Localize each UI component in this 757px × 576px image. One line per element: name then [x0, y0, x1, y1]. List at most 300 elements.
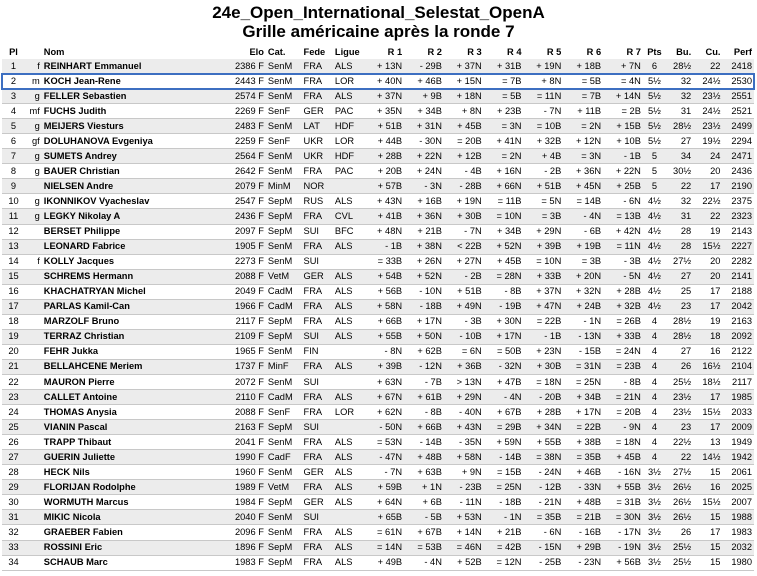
- cell-federation: GER: [303, 466, 324, 477]
- cell-performance: 2092: [731, 331, 752, 342]
- cell-round-4: + 21B: [496, 526, 522, 537]
- cell-round-5: - 15N: [538, 542, 562, 553]
- cell-round-6: + 20N: [576, 271, 602, 282]
- cell-round-7: + 56B: [616, 557, 641, 568]
- cell-federation: FRA: [303, 60, 323, 71]
- cell-round-3: + 52B: [457, 557, 482, 568]
- cell-round-1: + 20B: [377, 165, 403, 176]
- cell-points: 5½: [647, 75, 661, 86]
- cell-performance: 1985: [731, 391, 752, 402]
- cell-cumulative: 20: [710, 256, 721, 267]
- table-row: [2, 314, 754, 329]
- cell-name: FELLER Sebastien: [43, 90, 127, 101]
- cell-round-3: - 2B: [464, 271, 482, 282]
- cell-place: 11: [8, 210, 19, 221]
- cell-buchholz: 32: [680, 75, 692, 86]
- cell-round-4: + 67B: [496, 406, 522, 417]
- cell-performance: 2032: [731, 542, 752, 553]
- cell-buchholz: 27: [680, 135, 692, 146]
- cell-elo: 2547 F: [234, 195, 264, 206]
- cell-performance: 2190: [731, 180, 752, 191]
- cell-cumulative: 20: [710, 271, 721, 282]
- header-performance: Perf: [733, 47, 752, 57]
- cell-round-1: = 14N: [377, 542, 403, 553]
- page-subtitle: Grille américaine après la ronde 7: [242, 22, 515, 41]
- cell-buchholz: 22: [680, 451, 692, 462]
- cell-elo: 2269 F: [234, 105, 264, 116]
- cell-name: BERSET Philippe: [43, 226, 121, 237]
- header-round-5: R 5: [546, 47, 562, 57]
- cell-points: 3½: [647, 511, 661, 522]
- cell-round-2: - 18B: [419, 301, 442, 312]
- cell-round-6: + 29B: [576, 542, 602, 553]
- cell-title: [25, 269, 42, 284]
- cell-round-2: + 63B: [417, 466, 442, 477]
- cell-round-5: = 38N: [536, 451, 562, 462]
- table-row: [2, 299, 754, 314]
- cell-round-2: - 30N: [419, 135, 442, 146]
- cell-buchholz: 26½: [673, 511, 692, 522]
- cell-buchholz: 28½: [673, 331, 692, 342]
- header-round-1: R 1: [387, 47, 403, 57]
- cell-round-4: - 8B: [504, 286, 522, 297]
- cell-round-6: + 45N: [576, 180, 602, 191]
- cell-buchholz: 34: [680, 150, 692, 161]
- cell-category: SenM: [267, 120, 293, 131]
- table-row: [2, 390, 754, 405]
- table-row: [2, 450, 754, 465]
- cell-buchholz: 27: [680, 271, 692, 282]
- cell-name: MIKIC Nicola: [43, 511, 101, 522]
- cell-performance: 1942: [731, 451, 752, 462]
- cell-elo: 2049 F: [234, 286, 264, 297]
- cell-name: FLORIJAN Rodolphe: [43, 481, 136, 492]
- cell-round-2: - 10N: [419, 286, 442, 297]
- cell-round-3: + 30B: [457, 210, 482, 221]
- cell-points: 6: [651, 60, 657, 71]
- cell-round-6: + 48B: [576, 496, 602, 507]
- cell-place: 33: [8, 542, 19, 553]
- cell-elo: 1990 F: [234, 451, 264, 462]
- cell-round-4: + 23B: [496, 105, 522, 116]
- cell-buchholz: 28½: [673, 120, 692, 131]
- cell-round-4: + 59N: [496, 436, 522, 447]
- cell-cumulative: 17: [710, 391, 721, 402]
- cell-round-7: = 11N: [616, 241, 641, 252]
- cell-elo: 2259 F: [234, 135, 264, 146]
- cell-title: [25, 314, 42, 329]
- cell-performance: 2227: [731, 241, 752, 252]
- cell-category: CadM: [267, 286, 293, 297]
- cell-round-5: = 3B: [541, 210, 562, 221]
- header-round-6: R 6: [586, 47, 602, 57]
- cell-category: SenF: [267, 135, 291, 146]
- cell-round-1: = 61N: [377, 526, 403, 537]
- cell-elo: 1965 F: [234, 346, 264, 357]
- cell-elo: 2273 F: [234, 256, 264, 267]
- cell-cumulative: 19: [710, 226, 721, 237]
- cell-round-7: + 28B: [616, 286, 641, 297]
- cell-performance: 2025: [731, 481, 752, 492]
- cell-round-2: - 5B: [424, 511, 442, 522]
- cell-round-4: = 28N: [496, 271, 522, 282]
- cell-league: ALS: [334, 481, 353, 492]
- cell-round-7: - 17N: [618, 526, 641, 537]
- cell-points: 4: [651, 421, 657, 432]
- cell-points: 3½: [647, 526, 661, 537]
- cell-title: [25, 450, 42, 465]
- cell-round-5: + 33B: [536, 271, 562, 282]
- cell-federation: FRA: [303, 241, 323, 252]
- cell-league: [333, 510, 364, 525]
- cell-category: SepM: [267, 226, 293, 237]
- cell-name: BELLAHCENE Meriem: [43, 361, 143, 372]
- cell-round-1: - 47N: [379, 451, 403, 462]
- cell-league: ALS: [334, 391, 353, 402]
- cell-performance: 2294: [731, 135, 752, 146]
- cell-round-3: = 6N: [461, 346, 482, 357]
- cell-points: 4: [651, 376, 657, 387]
- cell-round-4: + 45B: [496, 256, 522, 267]
- cell-round-2: + 17N: [416, 316, 442, 327]
- cell-round-7: + 7N: [621, 60, 641, 71]
- cell-performance: 2117: [732, 376, 752, 387]
- cell-round-7: = 2B: [621, 105, 641, 116]
- cell-round-6: + 32N: [576, 286, 602, 297]
- cell-round-1: = 53N: [377, 436, 403, 447]
- cell-round-4: = 10N: [496, 210, 522, 221]
- cell-round-6: = 5B: [581, 75, 602, 86]
- cell-round-3: - 40N: [458, 406, 482, 417]
- page-title: 24e_Open_International_Selestat_OpenA: [212, 3, 545, 22]
- cell-round-3: = 46N: [456, 542, 482, 553]
- cell-round-2: + 67B: [417, 526, 442, 537]
- cell-performance: 2163: [731, 316, 752, 327]
- cell-league: ALS: [334, 195, 353, 206]
- cell-place: 4: [10, 105, 17, 116]
- cell-round-6: + 36N: [576, 165, 602, 176]
- cell-round-7: - 1B: [623, 150, 641, 161]
- cell-round-6: + 18B: [576, 60, 602, 71]
- cell-performance: 2375: [731, 195, 752, 206]
- cell-round-6: = 31N: [576, 361, 602, 372]
- cell-round-2: - 14B: [419, 436, 442, 447]
- table-row: [2, 224, 754, 239]
- cell-category: SepM: [267, 195, 293, 206]
- cell-buchholz: 28½: [673, 60, 692, 71]
- cell-league: PAC: [334, 105, 354, 116]
- cell-elo: 2574 F: [234, 90, 264, 101]
- cell-title: [25, 224, 42, 239]
- table-row: [2, 179, 754, 194]
- cell-federation: FIN: [303, 346, 319, 357]
- cell-name: IKONNIKOV Vyacheslav: [43, 195, 150, 206]
- cell-round-4: + 16N: [496, 165, 522, 176]
- cell-category: SepM: [267, 210, 293, 221]
- cell-place: 25: [8, 421, 19, 432]
- cell-cumulative: 24½: [702, 75, 721, 86]
- cell-performance: 2141: [731, 271, 752, 282]
- cell-round-5: = 10N: [536, 256, 562, 267]
- cell-round-7: - 8B: [623, 376, 641, 387]
- cell-performance: 2122: [731, 346, 752, 357]
- cell-elo: 2079 F: [234, 180, 264, 191]
- cell-league: ALS: [334, 271, 353, 282]
- table-header-row: [2, 45, 754, 59]
- cell-name: FEHR Jukka: [43, 346, 99, 357]
- cell-cumulative: 14½: [702, 451, 721, 462]
- cell-points: 4: [651, 406, 657, 417]
- cell-round-6: - 13N: [578, 331, 602, 342]
- cell-category: SenM: [267, 241, 293, 252]
- cell-cumulative: 15½: [702, 496, 721, 507]
- table-row: [2, 104, 754, 119]
- cell-round-6: + 24B: [576, 301, 602, 312]
- cell-round-7: = 4N: [621, 75, 641, 86]
- cell-round-3: - 7N: [464, 226, 482, 237]
- cell-title: mf: [29, 105, 40, 116]
- cell-league: ALS: [334, 451, 353, 462]
- cell-elo: 2642 F: [234, 165, 264, 176]
- cell-buchholz: 31: [680, 105, 692, 116]
- cell-elo: 2110 F: [235, 391, 264, 402]
- cell-round-4: - 14B: [499, 451, 522, 462]
- cell-category: SepM: [267, 542, 293, 553]
- cell-round-5: + 23N: [536, 346, 562, 357]
- cell-points: 3½: [647, 496, 661, 507]
- cell-round-3: + 18N: [456, 90, 482, 101]
- cell-round-6: - 33N: [578, 481, 602, 492]
- cell-round-4: + 31B: [496, 60, 522, 71]
- cell-name: TERRAZ Christian: [43, 331, 125, 342]
- table-row: [2, 74, 754, 89]
- cell-league: PAC: [334, 165, 354, 176]
- cell-buchholz: 31: [680, 210, 692, 221]
- cell-round-2: - 3N: [424, 180, 442, 191]
- cell-cumulative: 16: [710, 481, 721, 492]
- cell-round-2: + 34B: [417, 105, 442, 116]
- cell-round-2: + 1N: [422, 481, 442, 492]
- cell-league: ALS: [334, 496, 353, 507]
- cell-elo: 2163 F: [234, 421, 264, 432]
- cell-points: 4½: [647, 195, 661, 206]
- cell-category: SenF: [267, 406, 291, 417]
- cell-round-1: = 33B: [377, 256, 403, 267]
- cell-buchholz: 27: [680, 346, 692, 357]
- cell-round-4: - 4N: [503, 391, 522, 402]
- cell-elo: 1737 F: [234, 361, 264, 372]
- cell-round-6: + 17N: [576, 406, 602, 417]
- cell-round-1: + 13N: [377, 60, 403, 71]
- cell-buchholz: 22: [680, 180, 692, 191]
- cell-performance: 2007: [731, 496, 752, 507]
- cell-points: 4½: [647, 286, 661, 297]
- cell-round-7: = 31B: [616, 496, 641, 507]
- table-row: [2, 465, 754, 480]
- cell-round-2: - 4N: [424, 557, 442, 568]
- cell-performance: 2143: [731, 226, 752, 237]
- cell-federation: FRA: [303, 436, 323, 447]
- cell-title: [25, 540, 42, 555]
- cell-federation: LAT: [303, 120, 320, 131]
- cell-round-6: - 6B: [584, 226, 602, 237]
- cell-elo: 1905 F: [234, 241, 264, 252]
- header-round-2: R 2: [427, 47, 442, 57]
- cell-buchholz: 26½: [673, 481, 692, 492]
- cell-round-3: + 27N: [456, 256, 482, 267]
- cell-federation: FRA: [303, 481, 323, 492]
- cell-federation: FRA: [303, 406, 323, 417]
- header-league: Ligue: [334, 47, 360, 57]
- table-row: [2, 59, 754, 74]
- cell-round-4: - 1N: [503, 511, 522, 522]
- cell-round-2: = 53B: [417, 542, 442, 553]
- cell-title: [25, 405, 42, 420]
- cell-federation: SUI: [303, 226, 320, 237]
- cell-federation: SUI: [303, 376, 320, 387]
- cell-performance: 1949: [731, 436, 752, 447]
- cell-round-5: + 8N: [541, 75, 562, 86]
- cell-category: CadM: [267, 301, 293, 312]
- cell-place: 13: [8, 241, 19, 252]
- cell-points: 4: [651, 361, 657, 372]
- cell-title: [25, 510, 42, 525]
- cell-round-5: - 21N: [538, 496, 562, 507]
- cell-round-3: + 14N: [456, 526, 482, 537]
- cell-round-5: + 37N: [536, 286, 562, 297]
- cell-round-6: = 3N: [581, 150, 602, 161]
- cell-points: 3½: [647, 466, 661, 477]
- cell-performance: 2530: [731, 75, 752, 86]
- cell-round-3: + 37N: [456, 60, 482, 71]
- cell-title: f: [37, 60, 40, 71]
- cell-round-4: = 50B: [496, 346, 522, 357]
- cell-round-5: = 18N: [536, 376, 562, 387]
- cell-elo: 2072 F: [234, 376, 264, 387]
- cell-round-2: + 62B: [417, 346, 442, 357]
- cell-points: 5: [651, 150, 657, 161]
- cell-place: 34: [8, 557, 19, 568]
- cell-round-1: + 43N: [377, 195, 403, 206]
- cell-elo: 2041 F: [234, 436, 264, 447]
- cell-cumulative: 17: [710, 526, 721, 537]
- cell-round-7: = 24N: [615, 346, 641, 357]
- cell-federation: UKR: [303, 135, 324, 146]
- cell-title: [25, 344, 42, 359]
- cell-round-3: - 11N: [459, 496, 482, 507]
- cell-place: 28: [8, 466, 19, 477]
- cell-category: SenM: [267, 436, 293, 447]
- table-row: [2, 239, 754, 254]
- cell-elo: 2117 F: [235, 316, 264, 327]
- cell-place: 19: [8, 331, 19, 342]
- cell-points: 4½: [647, 226, 661, 237]
- cell-round-5: + 30B: [536, 361, 562, 372]
- cell-name: LEONARD Fabrice: [43, 241, 126, 252]
- cell-round-6: = 3B: [581, 256, 602, 267]
- cell-round-2: - 29B: [419, 60, 442, 71]
- cell-round-5: + 51B: [536, 180, 562, 191]
- cell-title: [25, 555, 42, 570]
- cell-place: 2: [10, 75, 17, 86]
- cell-federation: GER: [303, 105, 324, 116]
- cell-performance: 2323: [731, 210, 752, 221]
- cell-title: [25, 465, 42, 480]
- cell-league: [333, 179, 364, 194]
- cell-elo: 2109 F: [234, 331, 264, 342]
- cell-league: [333, 420, 364, 435]
- cell-name: THOMAS Anysia: [43, 406, 117, 417]
- cell-league: ALS: [334, 526, 353, 537]
- cell-points: 3½: [647, 481, 661, 492]
- cell-points: 4: [651, 436, 657, 447]
- cell-round-4: = 25N: [496, 481, 522, 492]
- cell-round-2: + 31N: [416, 120, 442, 131]
- cell-round-3: + 51B: [457, 286, 482, 297]
- cell-round-3: - 23B: [459, 481, 482, 492]
- cell-round-7: - 9N: [623, 421, 641, 432]
- cell-name: GUERIN Juliette: [43, 451, 116, 462]
- cell-cumulative: 24: [710, 150, 721, 161]
- cell-round-5: - 7N: [543, 105, 562, 116]
- cell-name: ROSSINI Eric: [43, 542, 103, 553]
- cell-round-1: - 8N: [384, 346, 403, 357]
- table-row: [2, 525, 754, 540]
- cell-round-7: + 10B: [616, 135, 641, 146]
- cell-buchholz: 23: [680, 301, 692, 312]
- cell-round-2: + 66B: [417, 421, 442, 432]
- cell-round-3: = 20B: [457, 135, 482, 146]
- cell-round-2: + 46B: [417, 75, 442, 86]
- table-row: [2, 555, 754, 570]
- cell-place: 15: [8, 271, 19, 282]
- cell-place: 10: [8, 195, 19, 206]
- cell-league: [333, 254, 364, 269]
- cell-name: BAUER Christian: [43, 165, 120, 176]
- cell-cumulative: 17: [710, 421, 721, 432]
- cell-name: GRAEBER Fabien: [43, 526, 123, 537]
- cell-federation: FRA: [303, 451, 323, 462]
- cell-league: LOR: [334, 406, 355, 417]
- cell-buchholz: 27½: [673, 256, 692, 267]
- cell-points: 4½: [647, 271, 661, 282]
- cell-federation: SUI: [303, 511, 320, 522]
- cell-buchholz: 23½: [673, 391, 692, 402]
- cell-category: SenM: [267, 256, 293, 267]
- cell-buchholz: 23½: [673, 406, 692, 417]
- cell-round-7: + 55B: [616, 481, 641, 492]
- cell-federation: SUI: [303, 331, 320, 342]
- cell-title: gf: [32, 135, 40, 146]
- cell-round-3: - 4B: [464, 165, 482, 176]
- cell-title: [25, 329, 42, 344]
- cell-round-3: - 35N: [458, 436, 482, 447]
- table-row: [2, 149, 754, 164]
- cell-performance: 2418: [731, 60, 752, 71]
- cell-category: VetM: [267, 271, 290, 282]
- cell-title: [25, 179, 42, 194]
- cell-place: 8: [10, 165, 17, 176]
- cell-round-2: + 50N: [416, 331, 442, 342]
- header-round-4: R 4: [507, 47, 522, 57]
- cell-title: m: [32, 75, 40, 86]
- cell-buchholz: 32: [680, 195, 692, 206]
- cell-performance: 2521: [731, 105, 752, 116]
- cell-title: [25, 359, 42, 374]
- cell-federation: FRA: [303, 361, 323, 372]
- cell-round-5: + 4B: [541, 150, 562, 161]
- cell-round-4: + 30N: [496, 316, 522, 327]
